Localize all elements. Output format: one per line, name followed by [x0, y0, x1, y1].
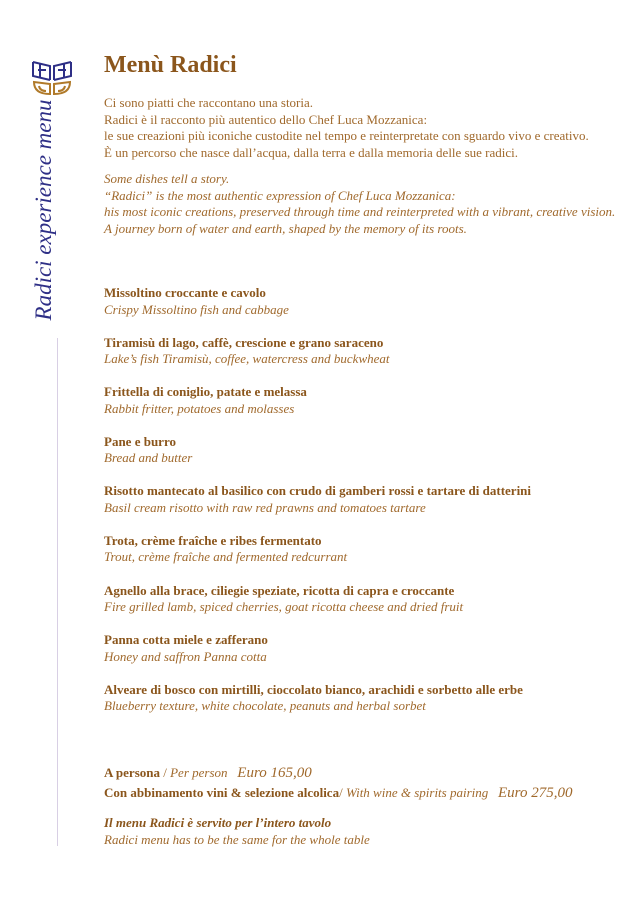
price-label-en: Per person: [170, 765, 228, 780]
course-name-en: Lake’s fish Tiramisù, coffee, watercress and buckwheat: [104, 351, 390, 367]
course-name-en: Basil cream risotto with raw red prawns and tomatoes tartare: [104, 499, 426, 515]
pricing: [104, 763, 572, 803]
intro-english: [104, 171, 615, 237]
course-name-it: Missoltino croccante e cavolo: [104, 285, 266, 300]
intro-line: Radici è il racconto più autentico dello Chef Luca Mozzanica:: [104, 111, 428, 127]
course-item: [104, 583, 531, 633]
course-name-en: Bread and butter: [104, 450, 193, 466]
note-it: Il menu Radici è servito per l’intero tavolo: [104, 815, 332, 830]
intro-italian: [104, 95, 589, 161]
side-divider: [57, 338, 58, 846]
course-item: [104, 682, 531, 732]
course-name-en: Crispy Missoltino fish and cabbage: [104, 301, 289, 317]
course-name-it: Trota, crème fraîche e ribes fermentato: [104, 532, 322, 548]
intro-line: Some dishes tell a story.: [104, 171, 230, 186]
intro-line: È un percorso che nasce dall’acqua, dalla terra e dalla memoria delle sue radici.: [104, 144, 518, 160]
course-name-it: Alveare di bosco con mirtilli, cioccolato bianco, arachidi e sorbetto alle erbe: [104, 681, 523, 697]
course-item: [104, 384, 531, 434]
course-name-en: Trout, crème fraîche and fermented redcurrant: [104, 549, 348, 565]
price-label-it: A persona: [104, 765, 160, 780]
radici-logo-icon: [30, 58, 74, 98]
course-item: [104, 434, 531, 484]
price-label-it: Con abbinamento vini & selezione alcolica: [104, 785, 340, 800]
course-item: [104, 285, 531, 335]
table-note: [104, 815, 370, 848]
course-name-en: Fire grilled lamb, spiced cherries, goat ricotta cheese and dried fruit: [104, 599, 464, 615]
price-per-person: [104, 763, 572, 783]
price-amount: Euro 165,00: [237, 765, 312, 781]
course-item: [104, 533, 531, 583]
course-name-it: Panna cotta miele e zafferano: [104, 632, 268, 648]
separator: /: [159, 765, 171, 780]
note-en: Radici menu has to be the same for the whole table: [104, 831, 370, 847]
course-name-it: Agnello alla brace, ciliegie speziate, ricotta di capra e croccante: [104, 582, 455, 598]
course-name-it: Pane e burro: [104, 433, 176, 449]
course-name-en: Blueberry texture, white chocolate, peanuts and herbal sorbet: [104, 698, 426, 714]
intro-line: A journey born of water and earth, shaped by the memory of its roots.: [104, 220, 467, 236]
course-item: [104, 335, 531, 385]
price-pairing: [104, 783, 572, 803]
course-item: [104, 483, 531, 533]
price-amount: Euro 275,00: [498, 785, 573, 801]
course-name-it: Risotto mantecato al basilico con crudo di gamberi rossi e tartare di datterini: [104, 483, 532, 499]
course-name-en: Honey and saffron Panna cotta: [104, 648, 267, 664]
course-item: [104, 632, 531, 682]
intro-line: Ci sono piatti che raccontano una storia.: [104, 95, 314, 110]
intro-line: “Radici” is the most authentic expression of Chef Luca Mozzanica:: [104, 187, 456, 203]
side-title: Radici experience menu: [31, 99, 56, 321]
course-name-it: Frittella di coniglio, patate e melassa: [104, 384, 307, 400]
course-name-en: Rabbit fritter, potatoes and molasses: [104, 400, 295, 416]
intro-line: his most iconic creations, preserved through time and reinterpreted with a vibrant, creative vision.: [104, 204, 616, 219]
separator: /: [339, 785, 346, 800]
course-name-it: Tiramisù di lago, caffè, crescione e grano saraceno: [104, 334, 384, 350]
page-title: Menù Radici: [104, 52, 237, 78]
course-list: [104, 285, 531, 731]
intro-line: le sue creazioni più iconiche custodite nel tempo e reinterpretate con sguardo vivo e creativo.: [104, 128, 589, 143]
price-label-en: With wine & spirits pairing: [345, 785, 489, 800]
